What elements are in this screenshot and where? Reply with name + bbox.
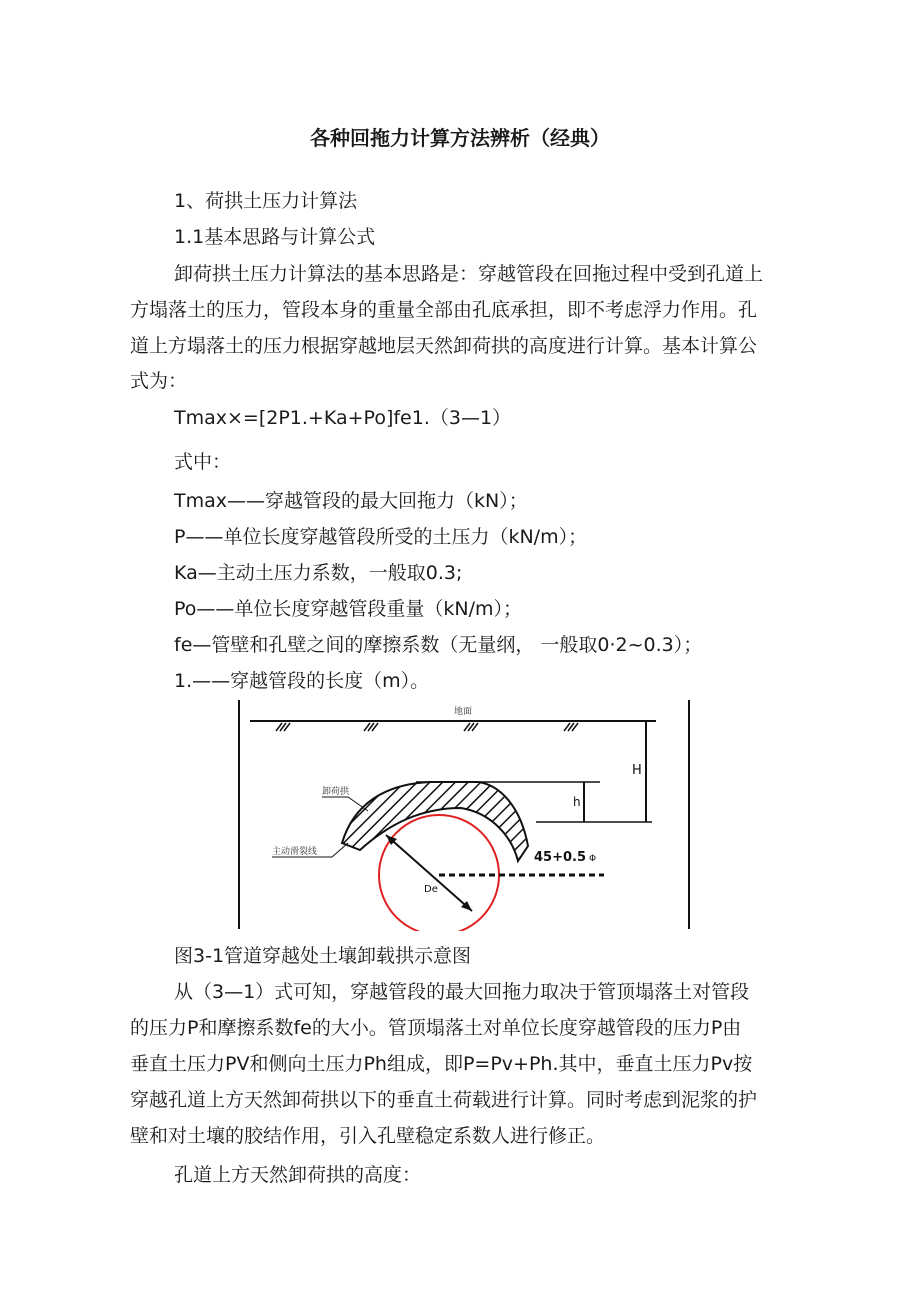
formula: Tmax×=[2P1.+Ka+Po]fe1.（3—1） [174, 407, 512, 429]
pipe-circle [379, 815, 499, 931]
subsection-heading: 1.1基本思路与计算公式 [174, 226, 376, 248]
paragraph1-line: 方塌落土的压力，管段本身的重量全部由孔底承担，即不考虑浮力作用。孔 [130, 299, 758, 321]
page-title: 各种回拖力计算方法辨析（经典） [310, 126, 610, 150]
paragraph2-line: 的压力P和摩擦系数fe的大小。管顶塌落土对单位长度穿越管段的压力P由 [130, 1017, 742, 1039]
definition-ka: Ka—主动土压力系数，一般取0.3; [174, 562, 463, 584]
paragraph1-line: 道上方塌落土的压力根据穿越地层天然卸荷拱的高度进行计算。基本计算公 [130, 335, 758, 357]
angle-symbol: Φ [589, 854, 597, 864]
paragraph2-line: 垂直土压力PV和侧向土压力Ph组成，即P=Pv+Ph.其中，垂直土压力Pv按 [130, 1053, 753, 1075]
slip-line-label: 主动滑裂线 [272, 847, 318, 857]
paragraph2-line: 从（3—1）式可知，穿越管段的最大回拖力取决于管顶塌落土对管段 [174, 981, 750, 1003]
paragraph1-line: 卸荷拱土压力计算法的基本思路是：穿越管段在回拖过程中受到孔道上 [174, 263, 764, 285]
arch-label: 卸荷拱 [322, 787, 350, 797]
angle-label: 45+0.5 [534, 850, 587, 865]
unloading-arch [342, 782, 528, 861]
arch-diagram [236, 695, 692, 931]
definition-tmax: Tmax——穿越管段的最大回拖力（kN）； [174, 490, 528, 512]
De-label: De [424, 884, 438, 895]
paragraph3: 孔道上方天然卸荷拱的高度： [174, 1164, 422, 1186]
definition-fe: fe—管壁和孔壁之间的摩擦系数（无量纲， 一般取0·2~0.3）； [174, 634, 703, 656]
definition-po: Po——单位长度穿越管段重量（kN/m）； [174, 598, 523, 620]
where-label: 式中： [174, 451, 232, 473]
diameter-line [386, 835, 472, 911]
definition-p: P——单位长度穿越管段所受的土压力（kN/m）； [174, 526, 588, 548]
paragraph1-line: 式为： [130, 370, 188, 392]
ground-hatch-marks [276, 723, 578, 731]
H-label: H [632, 763, 642, 778]
ground-label: 地面 [454, 707, 473, 717]
figure-caption: 图3-1管道穿越处土壤卸载拱示意图 [174, 945, 472, 967]
definition-length: 1.——穿越管段的长度（m）。 [174, 670, 430, 692]
h-label: h [573, 795, 581, 809]
section-heading: 1、荷拱土压力计算法 [174, 190, 358, 212]
paragraph2-line: 穿越孔道上方天然卸荷拱以下的垂直土荷载进行计算。同时考虑到泥浆的护 [130, 1089, 758, 1111]
paragraph2-line: 壁和对土壤的胶结作用，引入孔壁稳定系数人进行修正。 [130, 1125, 606, 1147]
